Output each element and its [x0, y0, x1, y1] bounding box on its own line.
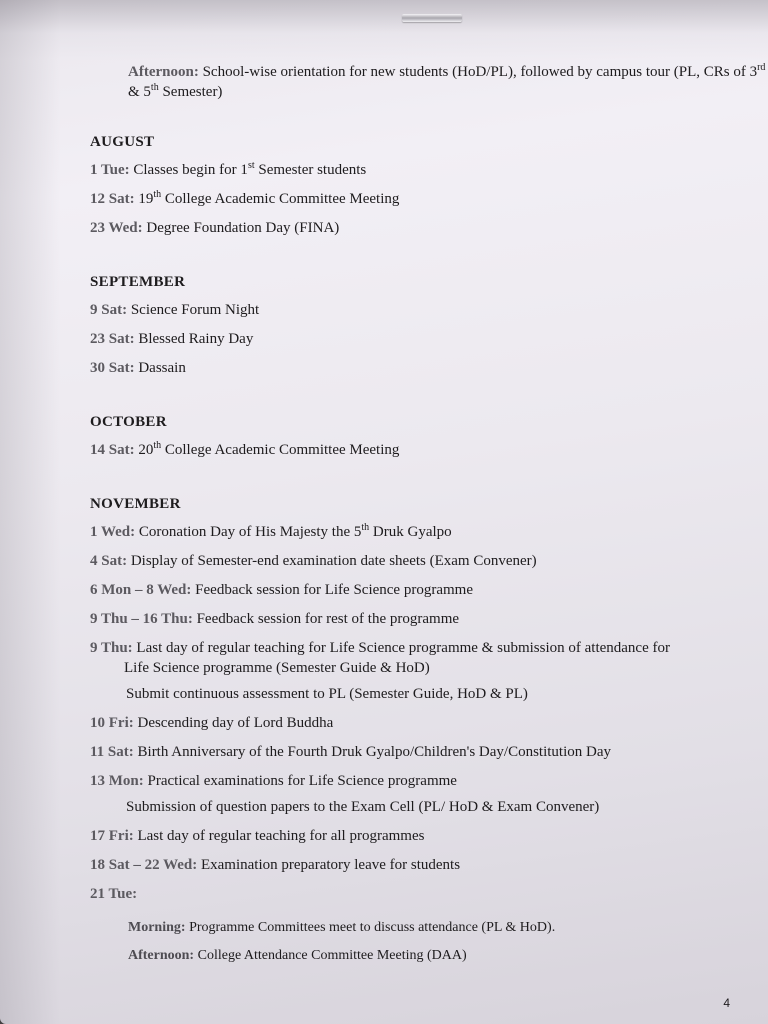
ordinal-suffix: th: [153, 189, 162, 200]
calendar-entry: [90, 440, 760, 460]
entry-date: 9 Thu – 16 Thu:: [90, 611, 193, 627]
entry-text: Examination preparatory leave for students: [197, 857, 461, 873]
entry-date: 18 Sat – 22 Wed:: [90, 857, 198, 873]
calendar-entry: [90, 329, 760, 349]
calendar-entry: [90, 358, 760, 378]
calendar-entry: [90, 884, 760, 904]
entry-sub-item: [128, 918, 760, 938]
entry-text: College Attendance Committee Meeting (DAA): [194, 948, 467, 963]
ordinal-suffix: th: [153, 440, 162, 451]
calendar-entry: [90, 855, 760, 875]
entry-text: Semester students: [254, 162, 367, 178]
calendar-entry: [90, 160, 760, 180]
page-fold-shadow: [0, 0, 60, 1024]
page-number: 4: [723, 996, 730, 1010]
entry-text: Science Forum Night: [127, 302, 260, 318]
entry-date: 9 Sat:: [90, 302, 128, 318]
entry-text: 19: [134, 191, 154, 207]
entry-date: 14 Sat:: [90, 442, 135, 458]
entry-text: Blessed Rainy Day: [134, 331, 254, 347]
calendar-entry: [90, 522, 760, 542]
ordinal-suffix: st: [247, 160, 255, 171]
entry-date: 17 Fri:: [90, 828, 134, 844]
entry-text: Birth Anniversary of the Fourth Druk Gyalpo/Children's Day/Constitution Day: [133, 744, 612, 760]
entry-text: Coronation Day of His Majesty the 5: [135, 524, 362, 540]
entry-sub-item: [128, 946, 760, 966]
ordinal-suffix: rd: [757, 62, 766, 73]
calendar-entry: [90, 551, 760, 571]
month-heading-november: NOVEMBER: [90, 496, 181, 512]
entry-date: 11 Sat:: [90, 744, 134, 760]
month-heading-october: OCTOBER: [90, 414, 167, 430]
calendar-entry: [90, 713, 760, 733]
calendar-content: [90, 62, 766, 974]
entry-time-label: Afternoon:: [128, 948, 195, 963]
calendar-entry: [90, 300, 760, 320]
calendar-entry: [90, 189, 760, 209]
entry-time-label: Afternoon:: [128, 64, 199, 80]
entry-text: School-wise orientation for new students (HoD/PL), followed by campus tour (PL, CRs of 3: [198, 64, 758, 80]
entry-text: Programme Committees meet to discuss attendance (PL & HoD).: [185, 920, 556, 935]
calendar-entry: [90, 609, 760, 629]
entry-date: 6 Mon – 8 Wed:: [90, 582, 192, 598]
entry-date: 4 Sat:: [90, 553, 128, 569]
entry-date: 1 Tue:: [90, 162, 130, 178]
month-heading-september: SEPTEMBER: [90, 274, 186, 290]
entry-time-label: Morning:: [128, 920, 186, 935]
entry-text: Descending day of Lord Buddha: [133, 715, 334, 731]
orientation-entry: [128, 62, 768, 102]
entry-text: Degree Foundation Day (FINA): [142, 220, 340, 236]
entry-date: 9 Thu:: [90, 640, 133, 656]
entry-date: 12 Sat:: [90, 191, 135, 207]
month-heading-august: AUGUST: [90, 134, 155, 150]
entry-text: Feedback session for Life Science programme: [191, 582, 473, 598]
entry-text: Feedback session for rest of the programme: [192, 611, 460, 627]
ordinal-suffix: th: [150, 82, 159, 93]
entry-date: 30 Sat:: [90, 360, 135, 376]
calendar-entry: [90, 826, 760, 846]
ordinal-suffix: th: [361, 522, 370, 533]
entry-text: Last day of regular teaching for Life Science programme & submission of attendance for: [132, 640, 670, 656]
entry-text: Dassain: [134, 360, 186, 376]
entry-continuation: Life Science programme (Semester Guide & HoD): [124, 660, 430, 676]
entry-sub-item: Submit continuous assessment to PL (Semester Guide, HoD & PL): [126, 686, 528, 702]
entry-text: College Academic Committee Meeting: [161, 191, 400, 207]
entry-sub-item: Submission of question papers to the Exam Cell (PL/ HoD & Exam Convener): [126, 799, 600, 815]
entry-text: & 5: [128, 84, 151, 100]
entry-date: 13 Mon:: [90, 773, 144, 789]
entry-date: 23 Wed:: [90, 220, 143, 236]
entry-text: Semester): [158, 84, 223, 100]
calendar-entry: [90, 742, 760, 762]
entry-date: 21 Tue:: [90, 886, 138, 902]
entry-text: Display of Semester-end examination date sheets (Exam Convener): [127, 553, 537, 569]
entry-date: 1 Wed:: [90, 524, 136, 540]
calendar-entry: [90, 771, 760, 791]
entry-text: Last day of regular teaching for all programmes: [133, 828, 425, 844]
entry-text: Classes begin for 1: [129, 162, 248, 178]
entry-text: 20: [134, 442, 154, 458]
staple: [402, 14, 462, 22]
entry-date: 23 Sat:: [90, 331, 135, 347]
entry-text: Druk Gyalpo: [369, 524, 452, 540]
entry-text: College Academic Committee Meeting: [161, 442, 400, 458]
calendar-entry: [90, 580, 760, 600]
calendar-entry: [90, 638, 760, 678]
calendar-entry: [90, 218, 760, 238]
entry-text: Practical examinations for Life Science programme: [143, 773, 457, 789]
entry-date: 10 Fri:: [90, 715, 134, 731]
